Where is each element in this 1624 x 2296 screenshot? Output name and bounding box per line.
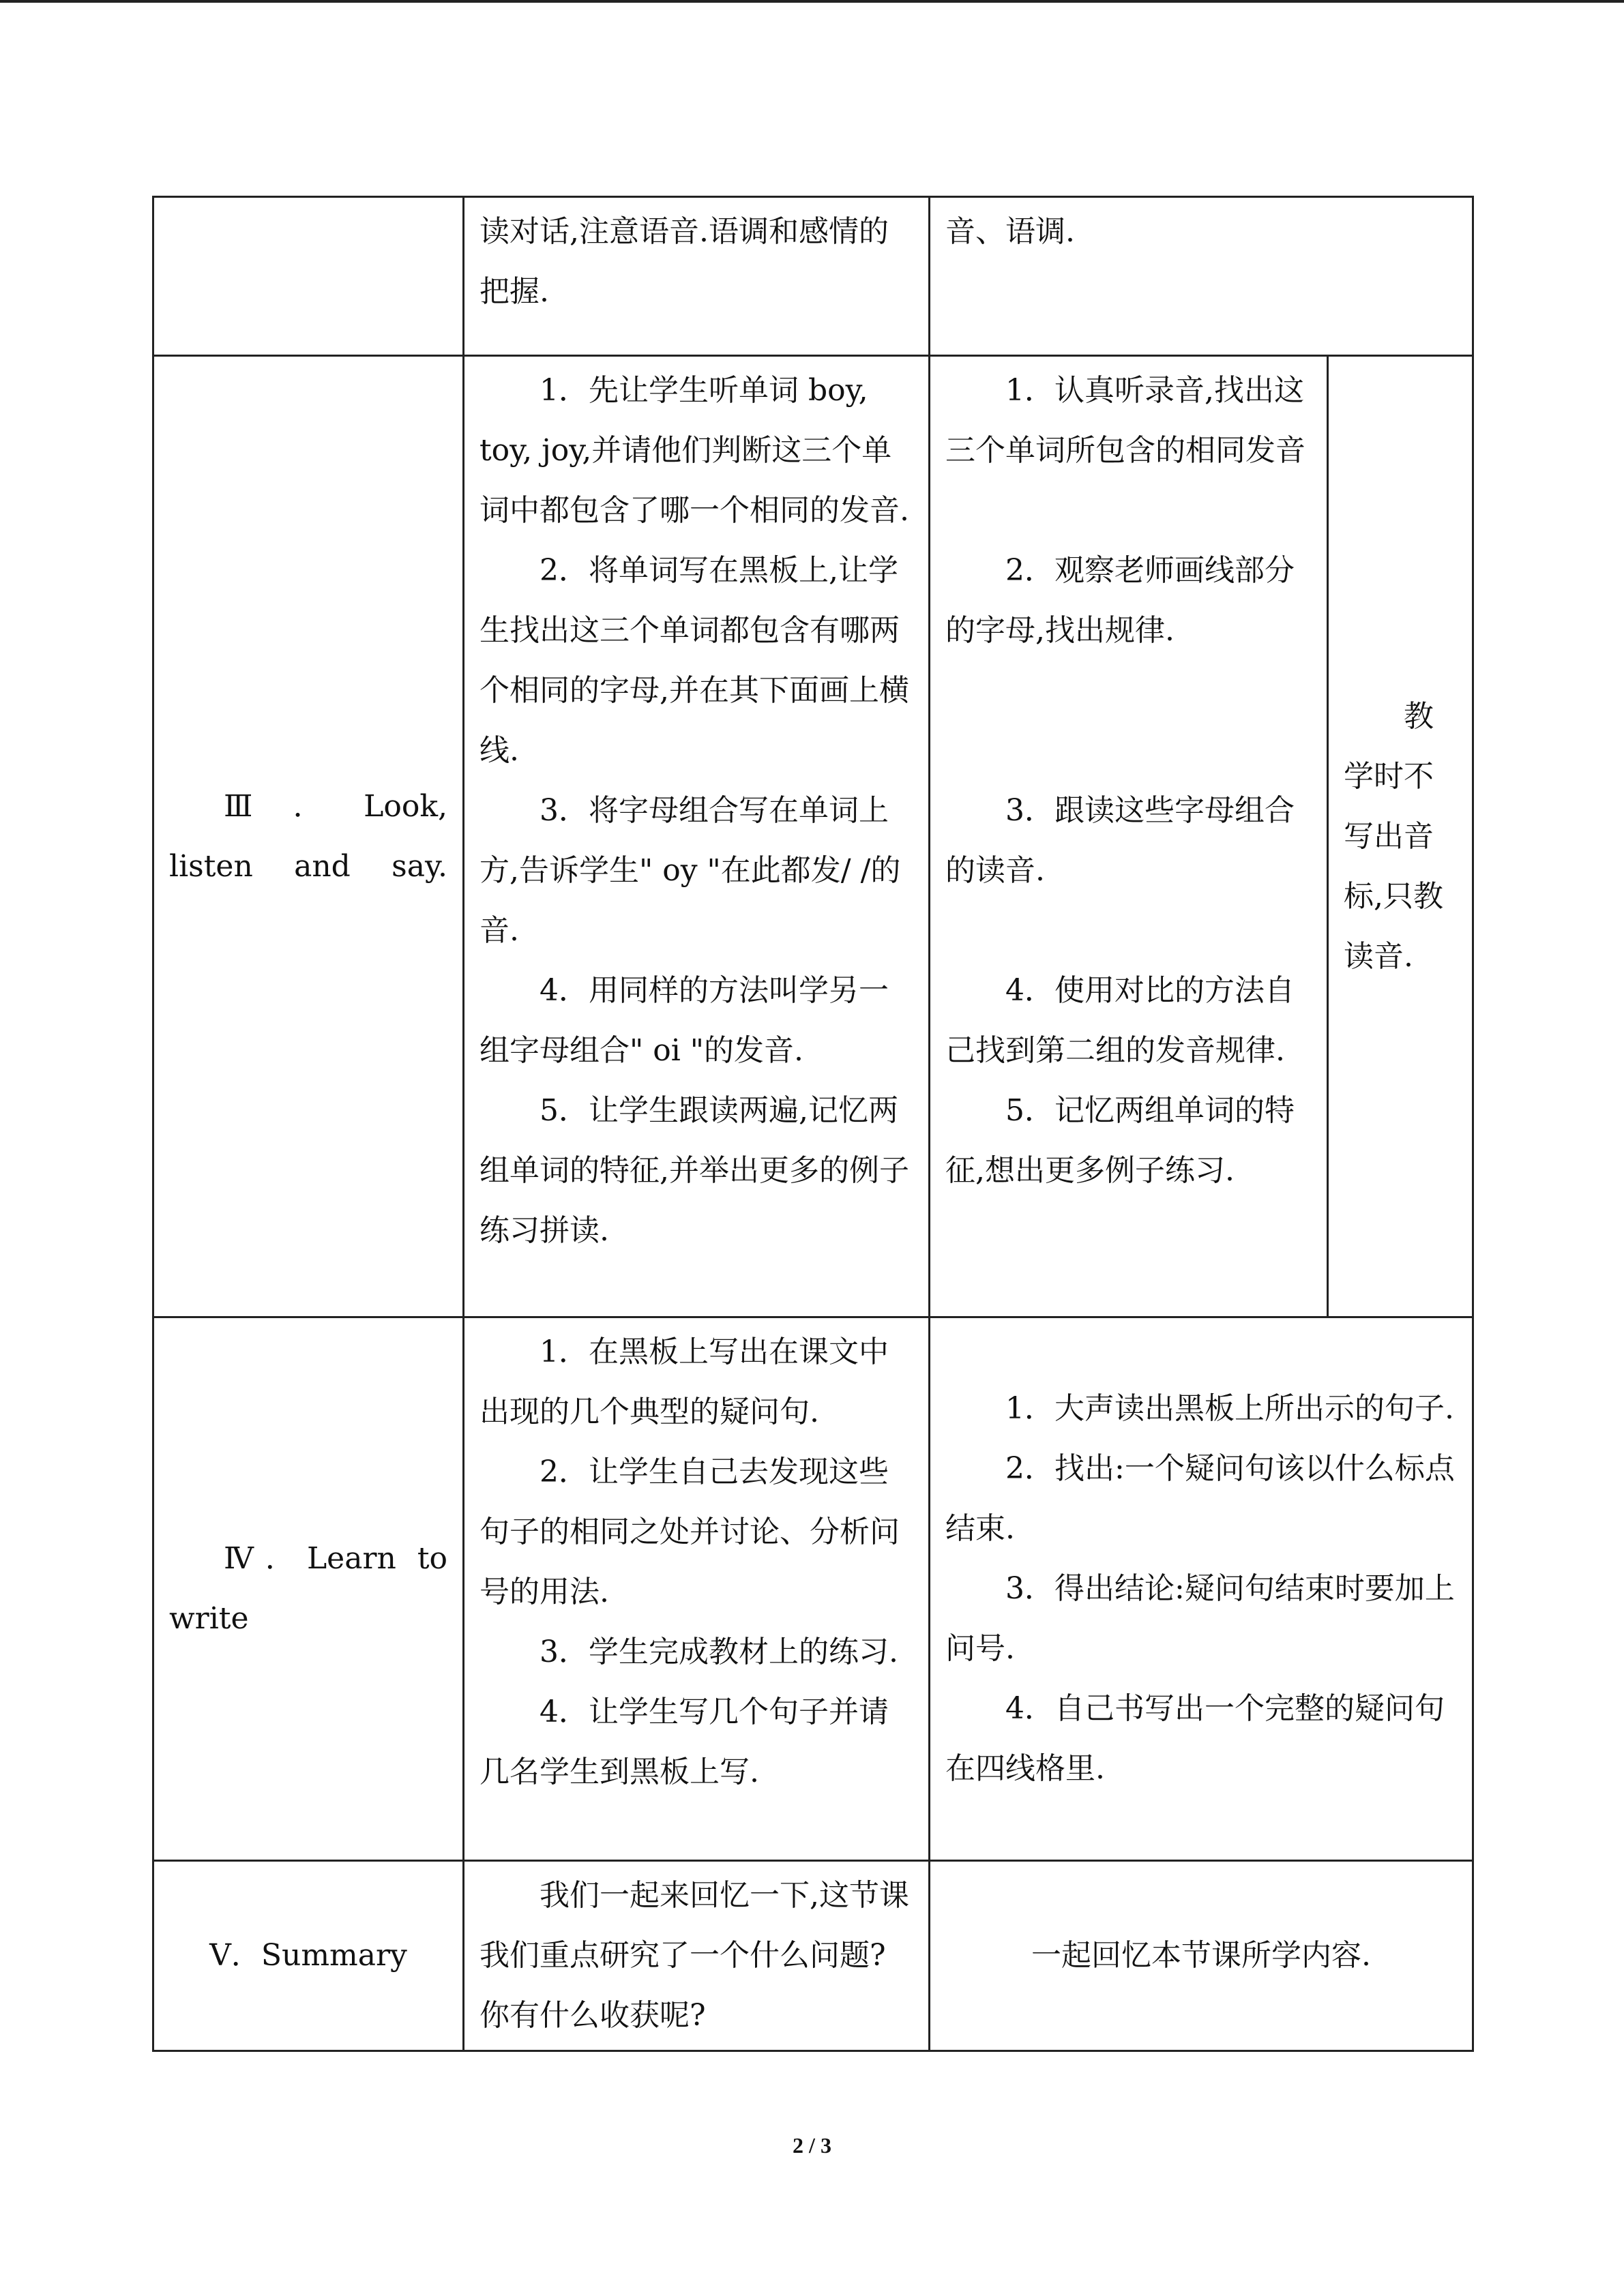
table-row-look-listen-say <box>153 356 1473 1317</box>
student-activity-cell <box>930 197 1473 356</box>
note-text: 教学时不写出音标,只教读音. <box>1344 698 1443 974</box>
teacher-step: 我们一起来回忆一下,这节课我们重点研究了一个什么问题?你有什么收获呢? <box>479 1878 909 2033</box>
teacher-step: 5．让学生跟读两遍,记忆两组单词的特征,并举出更多的例子练习拼读. <box>479 1093 909 1248</box>
top-border-line <box>0 0 1624 3</box>
teacher-activity-cell <box>464 1861 930 2051</box>
student-activity-cell <box>930 356 1328 1317</box>
student-activity-cell <box>930 1861 1473 2051</box>
teacher-step: 3．学生完成教材上的练习. <box>540 1635 898 1669</box>
teacher-step: 4．让学生写几个句子并请几名学生到黑板上写. <box>479 1695 889 1789</box>
stage-label: Ⅲ．Look, listen and say. <box>169 788 447 884</box>
stage-cell <box>153 356 464 1317</box>
student-step: 2．观察老师画线部分的字母,找出规律. <box>945 553 1295 648</box>
stage-label: Ⅴ．Summary <box>209 1938 407 1973</box>
student-step: 2．找出:一个疑问句该以什么标点结束. <box>945 1451 1455 1546</box>
table-row-learn-to-write <box>153 1317 1473 1861</box>
teacher-step: 4．用同样的方法叫学另一组字母组合" oi "的发音. <box>479 973 889 1068</box>
teacher-activity-cell <box>464 356 930 1317</box>
stage-cell <box>153 1317 464 1861</box>
teacher-activity-cell <box>464 1317 930 1861</box>
student-step: 1．大声读出黑板上所出示的句子. <box>1005 1391 1454 1426</box>
teacher-step: 2．让学生自己去发现这些句子的相同之处并讨论、分析问号的用法. <box>479 1455 900 1609</box>
teacher-activity-cell <box>464 197 930 356</box>
teacher-step: 2．将单词写在黑板上,让学生找出这三个单词都包含有哪两个相同的字母,并在其下面画上横线. <box>479 553 909 768</box>
stage-label: Ⅳ．Learn to write <box>169 1541 447 1636</box>
teacher-step: 读对话,注意语音.语调和感情的把握. <box>479 214 889 309</box>
note-cell <box>1328 356 1473 1317</box>
stage-cell-empty <box>153 197 464 356</box>
stage-cell <box>153 1861 464 2051</box>
lesson-plan-table <box>152 196 1474 2052</box>
student-step: 一起回忆本节课所学内容. <box>1031 1938 1371 1973</box>
student-activity-cell <box>930 1317 1473 1861</box>
table-row-summary <box>153 1861 1473 2051</box>
student-step: 5．记忆两组单词的特征,想出更多例子练习. <box>945 1093 1295 1188</box>
student-step: 1．认真听录音,找出这三个单词所包含的相同发音 <box>945 373 1305 468</box>
teacher-step: 3．将字母组合写在单词上方,告诉学生" oy "在此都发/ /的音. <box>479 793 901 948</box>
student-step: 音、语调. <box>945 214 1075 249</box>
table-row-reading <box>153 197 1473 356</box>
student-step: 4．使用对比的方法自己找到第二组的发音规律. <box>945 973 1295 1068</box>
student-step: 3．跟读这些字母组合的读音. <box>945 793 1295 888</box>
teacher-step: 1．在黑板上写出在课文中出现的几个典型的疑问句. <box>479 1335 889 1429</box>
teacher-step: 1．先让学生听单词 boy, toy, joy,并请他们判断这三个单词中都包含了哪一个相同的发音. <box>479 373 909 528</box>
student-step: 3．得出结论:疑问句结束时要加上问号. <box>945 1571 1455 1666</box>
page-number: 2 / 3 <box>793 2133 831 2158</box>
student-step: 4．自己书写出一个完整的疑问句在四线格里. <box>945 1691 1445 1786</box>
